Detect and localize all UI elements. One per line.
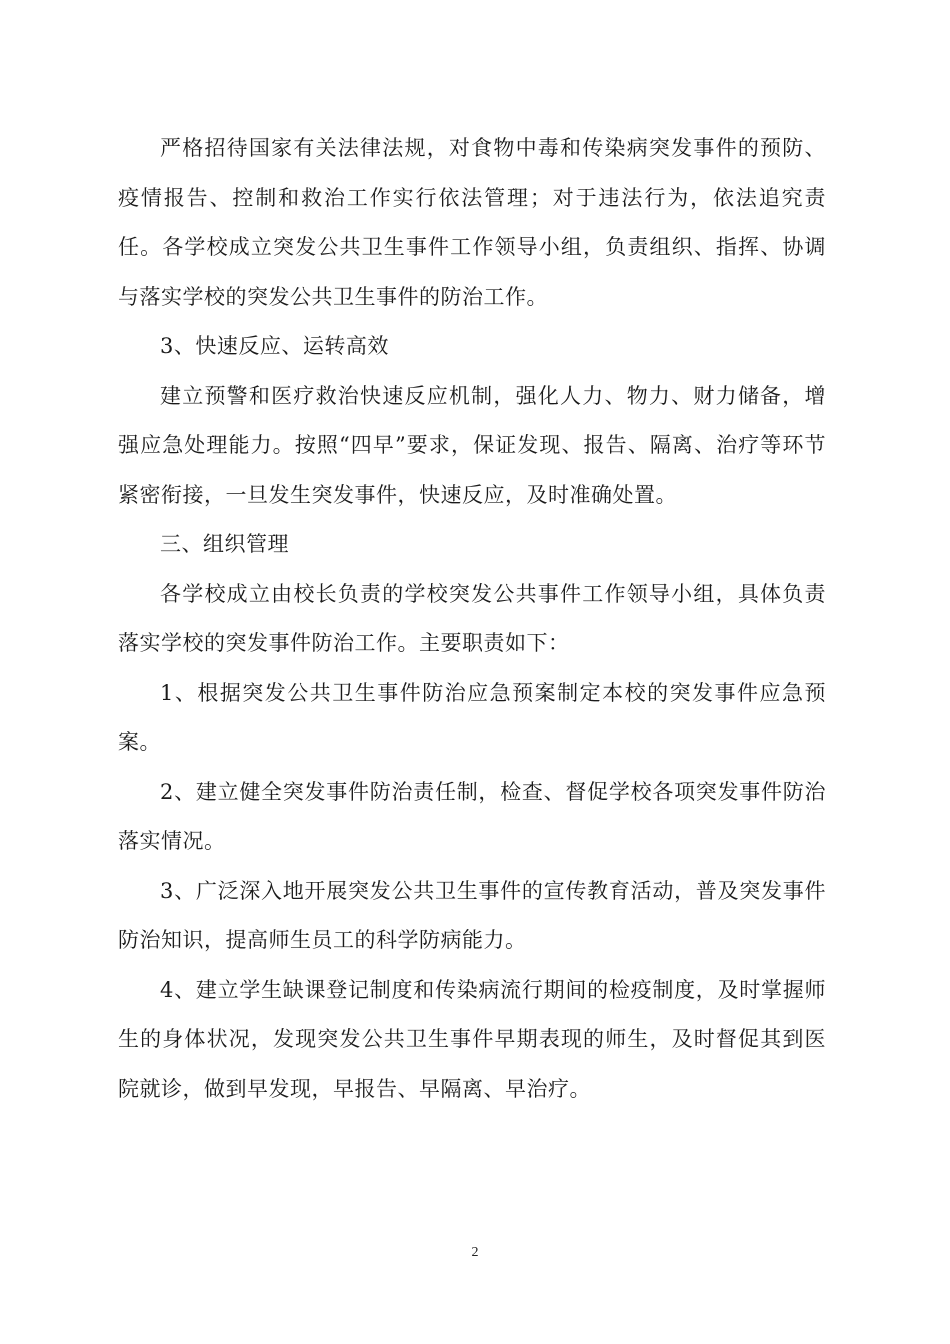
paragraph-leadership-group: 各学校成立由校长负责的学校突发公共事件工作领导小组，具体负责落实学校的突发事件防治工作。主要职责如下： <box>118 581 826 655</box>
duty-item-3: 3、广泛深入地开展突发公共卫生事件的宣传教育活动，普及突发事件防治知识，提高师生员工的科学防病能力。 <box>118 878 826 952</box>
duty-item-4: 4、建立学生缺课登记制度和传染病流行期间的检疫制度，及时掌握师生的身体状况，发现突发公共卫生事件早期表现的师生，及时督促其到医院就诊，做到早发现，早报告、早隔离、早治疗。 <box>118 977 826 1101</box>
heading-organization-management: 三、组织管理 <box>160 532 289 556</box>
page-number: 2 <box>471 1245 479 1260</box>
document-body <box>118 124 826 1114</box>
paragraph-legal-management: 严格招待国家有关法律法规，对食物中毒和传染病突发事件的预防、疫情报告、控制和救治工作实行依法管理；对于违法行为，依法追究责任。各学校成立突发公共卫生事件工作领导小组，负责组织、指挥、协调与落实学校的突发公共卫生事件的防治工作。 <box>118 136 826 309</box>
duty-item-1: 1、根据突发公共卫生事件防治应急预案制定本校的突发事件应急预案。 <box>118 680 826 754</box>
paragraph-rapid-response: 建立预警和医疗救治快速反应机制，强化人力、物力、财力储备，增强应急处理能力。按照“四早”要求，保证发现、报告、隔离、治疗等环节紧密衔接，一旦发生突发事件，快速反应，及时准确处置。 <box>118 383 826 507</box>
heading-rapid-response: 3、快速反应、运转高效 <box>160 334 389 358</box>
duty-item-2: 2、建立健全突发事件防治责任制，检查、督促学校各项突发事件防治落实情况。 <box>118 779 826 853</box>
